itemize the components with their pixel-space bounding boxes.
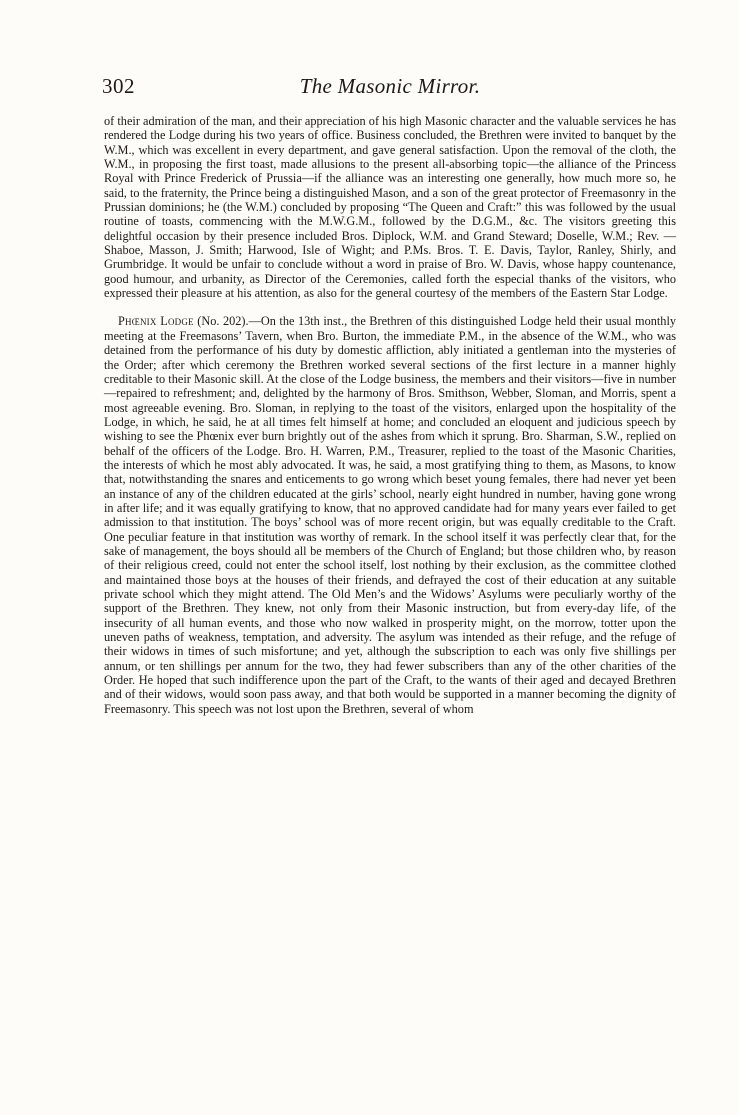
- paragraph-eastern-star-lodge: of their admiration of the man, and their appreciation of his high Masonic character and the valuable services he has rendered the Lodge during his two years of office. Business concluded, the Brethren were invited to banquet by the W.M., which was excellent in every department, and gave general satisfaction. Upon the removal of the cloth, the W.M., in proposing the first toast, made allusions to the present all-absorbing topic—the alliance of the Princess Royal with Prince Frederick of Prussia—if the alliance was an interesting one generally, how much more so, he said, to the fraternity, the Prince being a distinguished Mason, and a son of the great protector of Freemasonry in the Prussian dominions; he (the W.M.) concluded by proposing “The Queen and Craft:” this was followed by the usual routine of toasts, commencing with the M.W.G.M., followed by the D.G.M., &c. The visitors greeting this delightful occasion by their presence included Bros. Diplock, W.M. and Grand Steward; Doselle, W.M.; Rev. — Shaboe, Masson, J. Smith; Harwood, Isle of Wight; and P.Ms. Bros. T. E. Davis, Taylor, Ranley, Shirly, and Grumbridge. It would be unfair to conclude without a word in praise of Bro. W. Davis, whose happy countenance, good humour, and urbanity, as Director of the Ceremonies, called forth the especial thanks of the visitors, who expressed their pleasure at his attention, as also for the general courtesy of the members of the Eastern Star Lodge.: [104, 114, 676, 301]
- page-header: [104, 72, 676, 102]
- running-title: The Masonic Mirror.: [299, 74, 481, 98]
- paragraph-phoenix-lodge-text: (No. 202).—On the 13th inst., the Brethren of this distinguished Lodge held their usual monthly meeting at the Freemasons’ Tavern, when Bro. Burton, the immediate P.M., in the absence of the W.M., who was detained from the performance of his duty by domestic affliction, ably initiated a gentleman into the mysteries of the Order; after which ceremony the Brethren worked several sections of the first lecture in a manner highly creditable to their Masonic skill. At the close of the Lodge business, the members and their visitors—five in number—repaired to refreshment; and, delighted by the harmony of Bros. Smithson, Webber, Sloman, and Morris, spent a most agreeable evening. Bro. Sloman, in replying to the toast of the visitors, enlarged upon the hospitality of the Lodge, in which, he said, he at all times felt himself at home; and concluded an eloquent and judicious speech by wishing to see the Phœnix ever burn brightly out of the ashes from which it sprung. Bro. Sharman, S.W., replied on behalf of the officers of the Lodge. Bro. H. Warren, P.M., Treasurer, replied to the toast of the Masonic Charities, the interests of which he most ably advocated. It was, he said, a most gratifying thing to them, as Masons, to know that, notwithstanding the snares and enticements to go wrong which beset young females, there had never yet been an instance of any of the children educated at the girls’ school, nearly eight hundred in number, having gone wrong in after life; and it was equally gratifying to know, that no approved candidate had for many years ever failed to get admission to that institution. The boys’ school was of more recent origin, but was equally creditable to the Craft. One peculiar feature in that institution was worthy of remark. In the school itself it was perfectly clear that, for the sake of management, the boys should all be members of the Church of England; but those children who, by reason of their religious creed, could not enter the school itself, lost nothing by their exclusion, as the committee clothed and maintained those boys at the houses of their friends, and defrayed the cost of their education at any suitable private school which they might attend. The Old Men’s and the Widows’ Asylums were peculiarly worthy of the support of the Brethren. They knew, not only from their Masonic instruction, but from every-day life, of the insecurity of all human events, and those who now walked in prosperity might, on the morrow, totter upon the uneven paths of weakness, temptation, and adversity. The asylum was intended as their refuge, and the refuge of their widows in times of such misfortune; and yet, although the subscription to each was only five shillings per annum, or ten shillings per annum for the two, they had fewer subscribers than any of the other charities of the Order. He hoped that such indifference upon the part of the Craft, to the wants of their aged and decayed Brethren and of their widows, would soon pass away, and that both would be supported in a manner becoming the dignity of Freemasonry. This speech was not lost upon the Brethren, several of whom: [104, 314, 677, 716]
- page-number: 302: [102, 74, 135, 98]
- paragraph-phoenix-lodge: [104, 314, 676, 716]
- document-page: [104, 72, 676, 716]
- lodge-heading: Phœnix Lodge: [118, 314, 194, 329]
